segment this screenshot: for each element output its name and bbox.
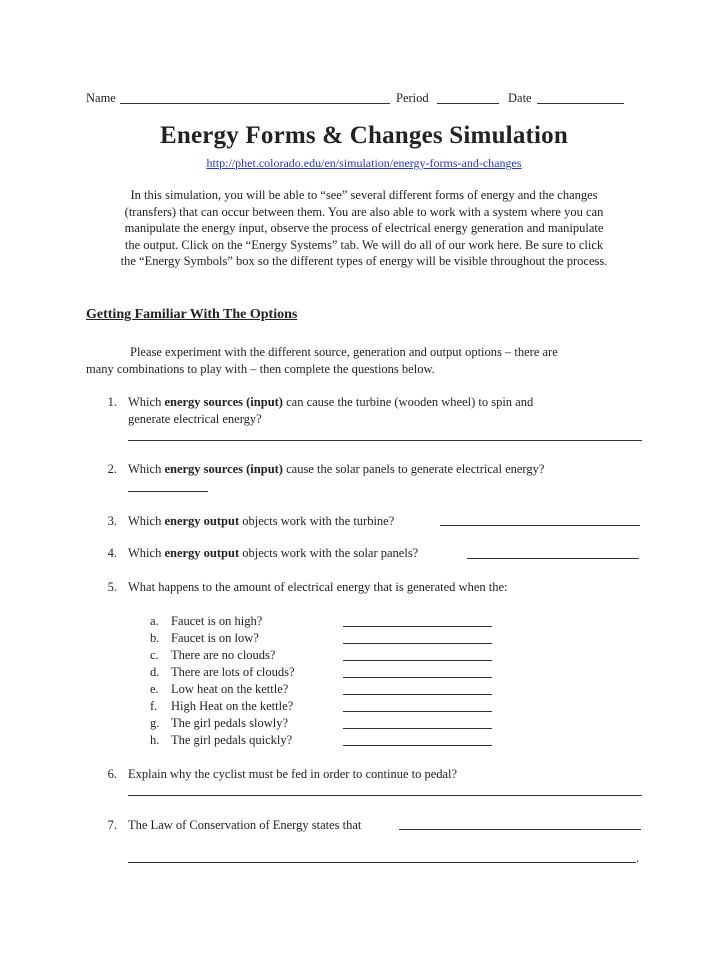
page-title: Energy Forms & Changes Simulation (159, 122, 568, 149)
question-3-text: Which energy output objects work with the turbine? (128, 514, 395, 528)
subitem-letter: c. (150, 648, 159, 662)
answer-line-7a[interactable] (399, 829, 641, 830)
answer-line-7b[interactable] (128, 862, 636, 863)
subitem-letter: b. (150, 631, 160, 645)
question-4-text: Which energy output objects work with the solar panels? (128, 546, 419, 560)
question-1-text: Which energy sources (input) can cause the turbine (wooden wheel) to spin and (128, 395, 534, 409)
intro-line: (transfers) that can occur between them. You are also able to work with a system where you can (124, 204, 604, 219)
subitem-letter: f. (150, 699, 158, 713)
section-intro-line-2: many combinations to play with – then complete the questions below. (86, 362, 435, 376)
answer-line-4[interactable] (467, 558, 639, 559)
question-number: 4. (107, 546, 117, 560)
subitem-answer-line[interactable] (343, 745, 492, 746)
question-number: 5. (107, 580, 117, 594)
subitem-text: The girl pedals quickly? (171, 733, 293, 747)
question-7-text: The Law of Conservation of Energy states that (128, 818, 362, 832)
question-2-text: Which energy sources (input) cause the solar panels to generate electrical energy? (128, 462, 545, 476)
intro-line: In this simulation, you will be able to “see” several different forms of energy and the changes (130, 188, 598, 202)
subitem-text: There are no clouds? (171, 648, 276, 662)
subitem-letter: a. (150, 614, 159, 628)
intro-paragraph (82, 187, 646, 270)
answer-line-1[interactable] (128, 440, 642, 441)
intro-line: the “Energy Symbols” box so the different types of energy will be visible throughout the process. (120, 254, 608, 268)
subitem-answer-line[interactable] (343, 694, 492, 695)
intro-line: manipulate the energy input, observe the process of electrical energy generation and manipulate (124, 221, 604, 235)
subitem-answer-line[interactable] (343, 711, 492, 712)
subitem-answer-line[interactable] (343, 728, 492, 729)
answer-line-2[interactable] (128, 491, 208, 492)
subitem-text: High Heat on the kettle? (171, 699, 294, 713)
subitem-text: The girl pedals slowly? (171, 716, 288, 730)
question-number: 2. (107, 462, 117, 476)
question-number: 7. (107, 818, 117, 832)
subitem-text: Faucet is on high? (171, 614, 263, 628)
subitem-letter: g. (150, 716, 160, 730)
question-1-text-line-2: generate electrical energy? (128, 412, 262, 426)
section-intro-line-1: Please experiment with the different source, generation and output options – there are (130, 345, 558, 359)
question-number: 1. (107, 395, 117, 409)
subitem-letter: d. (150, 665, 160, 679)
question-6-text: Explain why the cyclist must be fed in order to continue to pedal? (128, 767, 458, 781)
subitem-letter: h. (150, 733, 160, 747)
subitem-answer-line[interactable] (343, 660, 492, 661)
subitem-text: Faucet is on low? (171, 631, 259, 645)
subitem-text: Low heat on the kettle? (171, 682, 289, 696)
question-number: 6. (107, 767, 117, 781)
subitem-answer-line[interactable] (343, 677, 492, 678)
subitem-letter: e. (150, 682, 159, 696)
question-5-text: What happens to the amount of electrical energy that is generated when the: (128, 580, 508, 594)
intro-line: the output. Click on the “Energy Systems” tab. We will do all of our work here. Be sure to click (124, 237, 604, 252)
subitem-text: There are lots of clouds? (171, 665, 295, 679)
date-label: Date (508, 91, 532, 105)
answer-line-3[interactable] (440, 525, 640, 526)
question-number: 3. (107, 514, 117, 528)
section-heading: Getting Familiar With The Options (86, 307, 298, 322)
name-label: Name (86, 91, 116, 105)
simulation-link[interactable]: http://phet.colorado.edu/en/simulation/energy-forms-and-changes (206, 156, 522, 170)
name-field[interactable] (120, 103, 390, 104)
period-field[interactable] (437, 103, 499, 104)
period-label: Period (396, 91, 429, 105)
answer-line-6[interactable] (128, 795, 642, 796)
subitem-answer-line[interactable] (343, 643, 492, 644)
trailing-period: . (636, 851, 640, 865)
subitem-answer-line[interactable] (343, 626, 492, 627)
date-field[interactable] (537, 103, 624, 104)
